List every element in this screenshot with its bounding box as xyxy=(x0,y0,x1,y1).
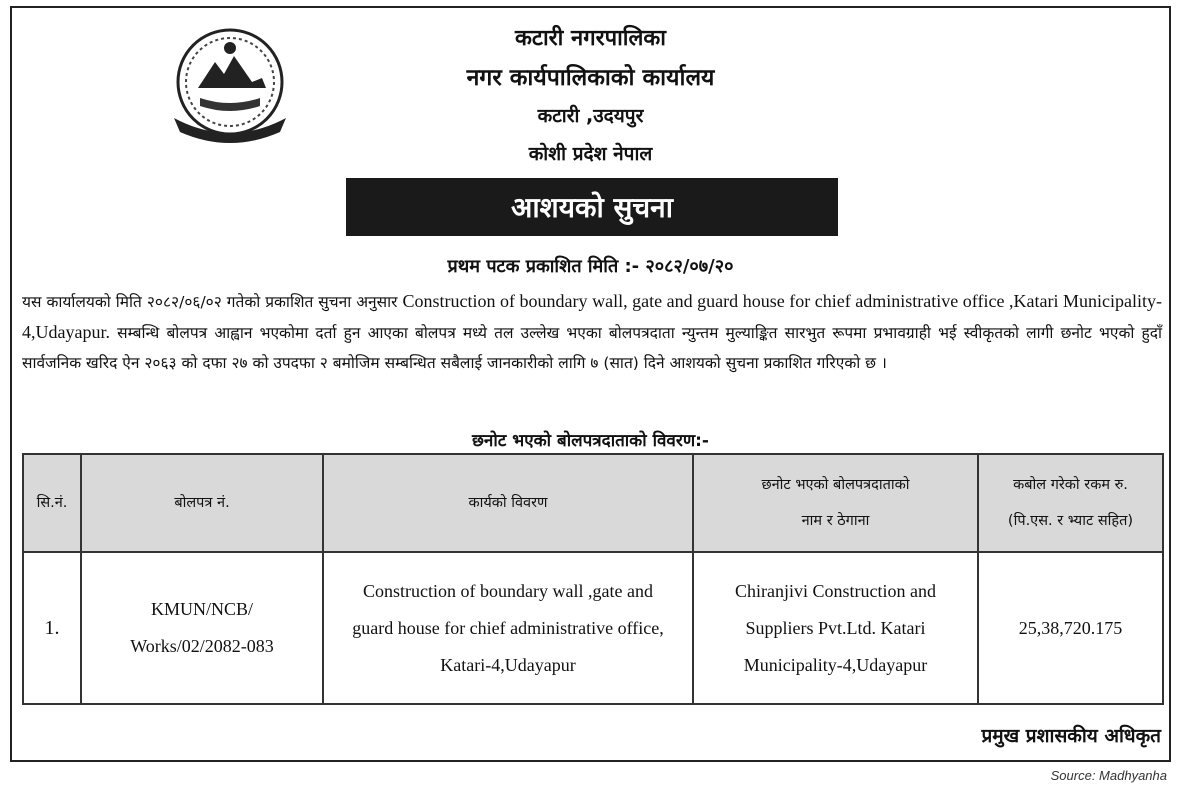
signatory-title: प्रमुख प्रशासकीय अधिकृत xyxy=(981,725,1161,747)
header-bidder-line2: नाम र ठेगाना xyxy=(801,513,870,529)
published-date: प्रथम पटक प्रकाशित मिति :- २०८२/०७/२० xyxy=(447,256,734,277)
office-subtitle: नगर कार्यपालिकाको कार्यालय xyxy=(466,65,715,91)
notice-body xyxy=(22,286,1162,378)
notice-title-banner xyxy=(346,178,838,236)
bidder-line1: Chiranjivi Construction and xyxy=(735,580,936,601)
header-amount-line2: (पि.एस. र भ्याट सहित) xyxy=(1007,513,1134,529)
selected-bidder-table xyxy=(22,453,1164,705)
work-line3: Katari-4,Udayapur xyxy=(440,654,576,675)
header-amount xyxy=(978,454,1163,552)
header-sn: सि.नं. xyxy=(23,454,81,552)
table-row xyxy=(23,552,1163,704)
body-project-name: Construction of boundary wall, gate and guard house for chief administrative office ,Katari Municipality-4,Udayapur. xyxy=(22,291,1162,342)
bidder-line2: Suppliers Pvt.Ltd. Katari xyxy=(745,617,926,638)
bid-no-line1: KMUN/NCB/ xyxy=(150,599,253,619)
header-amount-line1: कबोल गरेको रकम रु. xyxy=(1013,477,1128,493)
work-line2: guard house for chief administrative office, xyxy=(352,617,664,638)
header-bidder-line1: छनोट भएको बोलपत्रदाताको xyxy=(761,477,910,493)
cell-sn: 1. xyxy=(23,552,81,704)
body-part-1: यस कार्यालयको मिति २०८२/०६/०२ गतेको प्रकाशित सुचना अनुसार xyxy=(22,293,403,311)
header-bidder xyxy=(693,454,978,552)
municipality-name: कटारी नगरपालिका xyxy=(514,26,667,51)
notice-title: आशयको सुचना xyxy=(511,191,673,224)
cell-bidder xyxy=(693,552,978,704)
cell-work xyxy=(323,552,693,704)
province-line: कोशी प्रदेश नेपाल xyxy=(528,143,653,165)
details-title: छनोट भएको बोलपत्रदाताको विवरण:- xyxy=(472,431,709,451)
table-header-row xyxy=(23,454,1163,552)
bidder-line3: Municipality-4,Udayapur xyxy=(743,654,928,675)
source-credit: Source: Madhyanha xyxy=(1050,768,1167,783)
cell-amount: 25,38,720.175 xyxy=(978,552,1163,704)
office-address: कटारी ,उदयपुर xyxy=(537,105,644,127)
work-line1: Construction of boundary wall ,gate and xyxy=(363,580,653,601)
cell-bid-no xyxy=(81,552,323,704)
header-bid-no: बोलपत्र नं. xyxy=(81,454,323,552)
header-work: कार्यको विवरण xyxy=(323,454,693,552)
body-part-2: सम्बन्धि बोलपत्र आह्वान भएकोमा दर्ता हुन आएका बोलपत्र मध्ये तल उल्लेख भएका बोलपत्रदाता न्युन्तम मुल्याङ्कित सारभुत रूपमा प्रभावग्राही भई स्वीकृतको लागी छनोट भएको हुदाँ सार्वजनिक खरिद ऐन २०६३ को दफा २७ को उपदफा २ बमोजिम सम्बन्धित सबैलाई जानकारीको लागि ७ (सात) दिने आशयको सुचना प्रकाशित गरिएको छ । xyxy=(22,324,1162,372)
bid-no-line2: Works/02/2082-083 xyxy=(130,636,274,656)
